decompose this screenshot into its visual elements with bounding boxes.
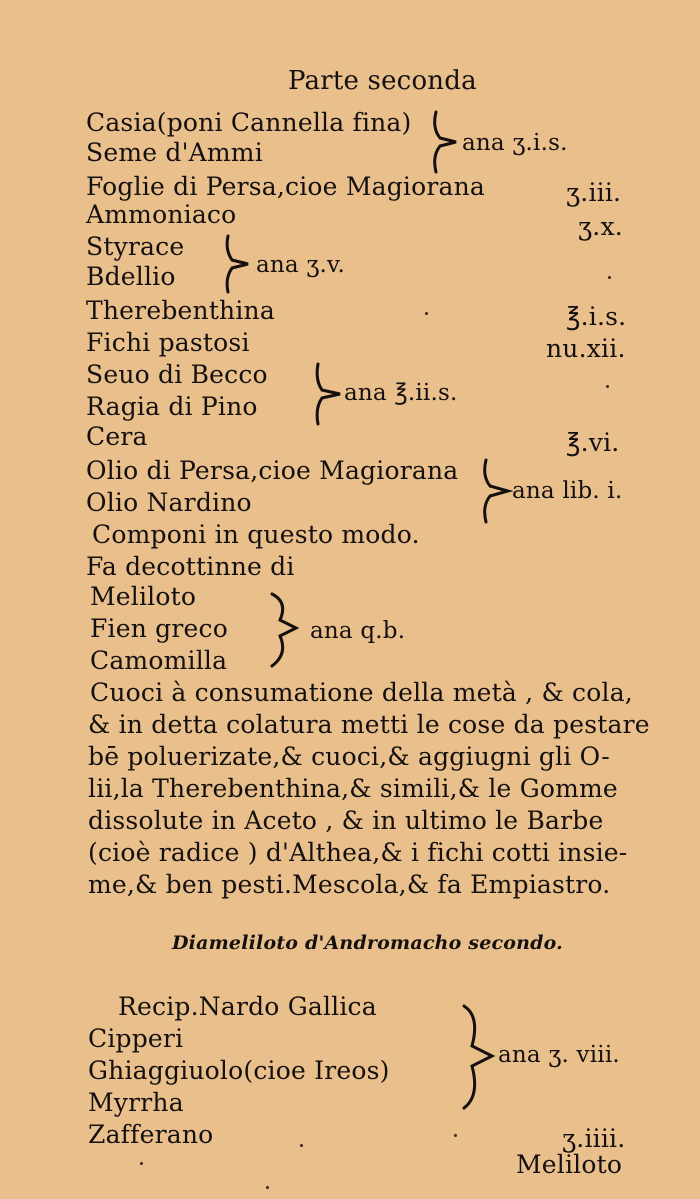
ingredient-nardo: Recip.Nardo Gallica bbox=[118, 992, 377, 1021]
dose-therebenthina: ℥.i.s. bbox=[566, 302, 627, 331]
dose-cera: ℥.vi. bbox=[566, 428, 620, 457]
ingredient-zafferano: Zafferano bbox=[88, 1120, 214, 1149]
recipe-title: Diameliloto d'Andromacho secondo. bbox=[172, 932, 563, 954]
paragraph-line: Cuoci à consumatione della metà , & cola, bbox=[90, 678, 633, 707]
paragraph-line: (cioè radice ) d'Althea,& i fichi cotti insie- bbox=[88, 838, 628, 867]
ingredient-olio-persa: Olio di Persa,cioe Magiorana bbox=[86, 456, 459, 485]
instruction-componi: Componi in questo modo. bbox=[92, 520, 420, 549]
brace-group2 bbox=[222, 234, 258, 294]
ingredient-bdellio: Bdellio bbox=[86, 262, 176, 291]
dose-fichi: nu.xii. bbox=[546, 334, 626, 363]
instruction-decottinne: Fa decottinne di bbox=[86, 552, 295, 581]
ingredient-seme-ammi: Seme d'Ammi bbox=[86, 138, 263, 167]
ingredient-olio-nardino: Olio Nardino bbox=[86, 488, 252, 517]
page-header: Parte seconda bbox=[288, 66, 477, 96]
dose-ammoniaco: ʒ.x. bbox=[578, 212, 623, 241]
ingredient-meliloto: Meliloto bbox=[90, 582, 197, 611]
paragraph-line: & in detta colatura metti le cose da pestare bbox=[88, 710, 650, 739]
paper-speck bbox=[300, 1144, 303, 1147]
dose-group2: ana ʒ.v. bbox=[256, 252, 346, 278]
ingredient-ghiaggiuolo: Ghiaggiuolo(cioe Ireos) bbox=[88, 1056, 390, 1085]
paper-speck bbox=[608, 276, 611, 279]
ingredient-therebenthina: Therebenthina bbox=[86, 296, 275, 325]
paper-speck bbox=[266, 1186, 269, 1189]
ingredient-fichi: Fichi pastosi bbox=[86, 328, 250, 357]
brace-group5 bbox=[266, 590, 306, 670]
paragraph-line: bē poluerizate,& cuoci,& aggiugni gli O- bbox=[88, 742, 610, 771]
paper-speck bbox=[454, 1134, 457, 1137]
ingredient-ragia: Ragia di Pino bbox=[86, 392, 258, 421]
dose-group5: ana q.b. bbox=[310, 618, 406, 644]
paragraph-line: me,& ben pesti.Mescola,& fa Empiastro. bbox=[88, 870, 611, 899]
dose-group4: ana lib. i. bbox=[512, 478, 623, 504]
ingredient-seuo: Seuo di Becco bbox=[86, 360, 268, 389]
ingredient-casia: Casia(poni Cannella fina) bbox=[86, 108, 412, 137]
paragraph-line: dissolute in Aceto , & in ultimo le Barbe bbox=[88, 806, 604, 835]
ingredient-cipperi: Cipperi bbox=[88, 1024, 184, 1053]
ingredient-myrrha: Myrrha bbox=[88, 1088, 184, 1117]
paper-speck bbox=[425, 312, 428, 315]
ingredient-styrace: Styrace bbox=[86, 232, 185, 261]
catchword: Meliloto bbox=[516, 1150, 623, 1179]
ingredient-camomilla: Camomilla bbox=[90, 646, 228, 675]
brace-section2 bbox=[456, 1002, 500, 1112]
dose-section2: ana ʒ. viii. bbox=[498, 1042, 620, 1068]
paragraph-line: lii,la Therebenthina,& simili,& le Gomme bbox=[88, 774, 618, 803]
dose-zafferano: ʒ.iiii. bbox=[562, 1124, 626, 1153]
paper-speck bbox=[140, 1162, 143, 1165]
dose-group1: ana ʒ.i.s. bbox=[462, 130, 568, 156]
dose-foglie: ʒ.iii. bbox=[566, 178, 622, 207]
paper-speck bbox=[606, 385, 609, 388]
ingredient-ammoniaco: Ammoniaco bbox=[86, 200, 237, 229]
ingredient-cera: Cera bbox=[86, 422, 148, 451]
ingredient-fien-greco: Fien greco bbox=[90, 614, 228, 643]
ingredient-foglie: Foglie di Persa,cioe Magiorana bbox=[86, 172, 486, 201]
dose-group3: ana ℥.ii.s. bbox=[344, 380, 458, 406]
